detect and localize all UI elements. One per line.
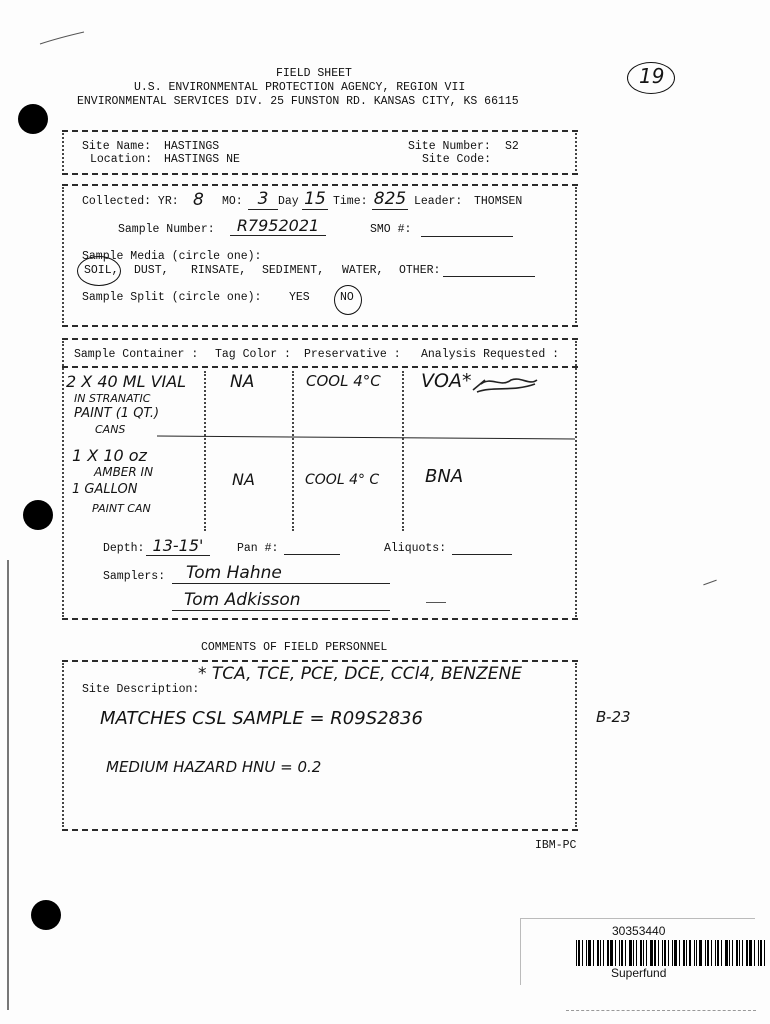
media-option-water: WATER, <box>342 264 384 277</box>
collection-box-right <box>575 187 577 323</box>
barcode-bar <box>674 940 677 966</box>
smo-label: SMO #: <box>370 223 412 236</box>
barcode-bar <box>672 940 673 966</box>
barcode-bar <box>578 940 580 966</box>
barcode-bar <box>576 940 577 966</box>
right-edge-mark <box>703 580 716 586</box>
barcode-bar <box>636 940 637 966</box>
barcode-bar <box>742 940 743 966</box>
barcode-bar <box>715 940 716 966</box>
row2-tag-color: NA <box>232 470 255 489</box>
depth-label: Depth: <box>103 542 145 555</box>
barcode-bar <box>625 940 626 966</box>
barcode-bar <box>629 940 632 966</box>
header-analysis: Analysis Requested : <box>421 348 560 361</box>
barcode-bar <box>683 940 685 966</box>
agency-line: U.S. ENVIRONMENTAL PROTECTION AGENCY, REGION VII <box>134 81 466 94</box>
barcode-bar <box>739 940 740 966</box>
header-container: Sample Container : <box>74 348 199 361</box>
comments-line2-side: B-23 <box>596 708 631 726</box>
row1-preservative: COOL 4°C <box>306 372 381 390</box>
split-label: Sample Split (circle one): <box>82 291 262 304</box>
site-box-left <box>62 133 64 171</box>
page-number: 19 <box>639 64 665 88</box>
day-value: 15 <box>302 189 328 210</box>
collection-box-bottom <box>62 325 578 327</box>
header-preservative: Preservative : <box>304 348 401 361</box>
table-left <box>62 341 64 617</box>
day-label: Day <box>278 195 299 208</box>
row1-tag-color: NA <box>230 372 255 392</box>
month-value: 3 <box>248 189 278 210</box>
time-value: 825 <box>373 189 407 209</box>
row2-container-line1: 1 X 10 oz <box>72 446 147 465</box>
barcode-bars <box>576 940 768 966</box>
table-top <box>62 338 578 340</box>
pan-label: Pan #: <box>237 542 279 555</box>
site-code-label: Site Code: <box>422 153 492 166</box>
row1-container-line2: IN STRANATIC <box>74 392 151 405</box>
barcode-bar <box>588 940 591 966</box>
row1-container-line3: PAINT (1 QT.) <box>74 406 160 421</box>
header-tag-color: Tag Color : <box>215 348 291 361</box>
stray-pen-mark <box>38 28 88 48</box>
collected-year: 8 <box>193 190 204 210</box>
leader-label: Leader: <box>414 195 463 208</box>
barcode-bar <box>749 940 752 966</box>
row1-analysis: VOA* <box>421 370 472 392</box>
site-name-value: HASTINGS <box>164 140 220 153</box>
row2-container-line4: PAINT CAN <box>92 502 151 515</box>
barcode-bar <box>619 940 620 966</box>
row2-container-line2: AMBER IN <box>94 465 154 479</box>
barcode-bar <box>662 940 663 966</box>
barcode-bar <box>689 940 691 966</box>
aliquots-label: Aliquots: <box>384 542 447 555</box>
location-value: HASTINGS NE <box>164 153 240 166</box>
barcode-bar <box>746 940 748 966</box>
left-edge-line <box>7 560 9 1010</box>
barcode-bar <box>732 940 733 966</box>
samplers-label: Samplers: <box>103 570 166 583</box>
row1-scribble <box>471 374 541 396</box>
table-header-bottom <box>62 366 578 368</box>
site-name-label: Site Name: <box>82 140 152 153</box>
media-option-other: OTHER: <box>399 264 441 277</box>
ibm-pc-label: IBM-PC <box>535 839 577 852</box>
comments-box-right <box>575 663 577 827</box>
sample-number-value: R7952021 <box>230 216 326 236</box>
stamp-bottom-line <box>566 1010 756 1011</box>
barcode-bar <box>707 940 709 966</box>
barcode-bar <box>658 940 659 966</box>
barcode-bar <box>694 940 695 966</box>
comments-box-left <box>62 663 64 827</box>
row1-container-line4: CANS <box>95 423 126 436</box>
division-line: ENVIRONMENTAL SERVICES DIV. 25 FUNSTON RD. KANSAS CITY, KS 66115 <box>77 95 519 108</box>
media-label: Sample Media (circle one): <box>82 250 262 263</box>
time-label: Time: <box>333 195 368 208</box>
barcode-bar <box>679 940 680 966</box>
leader-value: THOMSEN <box>474 195 523 208</box>
media-option-dust: DUST, <box>134 264 169 277</box>
comments-line2: MATCHES CSL SAMPLE = R09S2836 <box>100 708 423 729</box>
comments-line3: MEDIUM HAZARD HNU = 0.2 <box>106 758 322 776</box>
sampler-1: Tom Hahne <box>172 563 390 584</box>
media-soil-circle <box>77 256 121 286</box>
site-box-right <box>575 133 577 171</box>
site-box-bottom <box>62 173 578 175</box>
collection-box-left <box>62 187 64 323</box>
barcode-bar <box>633 940 634 966</box>
split-no: NO <box>340 291 354 304</box>
barcode-bar <box>643 940 644 966</box>
barcode-bar <box>760 940 762 966</box>
barcode-bar <box>586 940 587 966</box>
barcode-bar <box>717 940 719 966</box>
sampler-2: Tom Adkisson <box>172 590 390 611</box>
barcode-bar <box>705 940 706 966</box>
barcode-bar <box>621 940 623 966</box>
form-title: FIELD SHEET <box>276 67 352 80</box>
media-option-soil: SOIL, <box>84 264 119 277</box>
month-label: MO: <box>222 195 243 208</box>
barcode-bar <box>699 940 702 966</box>
media-other-line <box>443 264 535 277</box>
barcode-bar <box>593 940 594 966</box>
barcode-bar <box>686 940 687 966</box>
col-divider-2 <box>292 371 294 531</box>
punch-hole-middle <box>23 500 53 530</box>
barcode-bar <box>607 940 609 966</box>
barcode-bar <box>646 940 647 966</box>
barcode-bar <box>654 940 656 966</box>
barcode-bar <box>758 940 759 966</box>
punch-hole-bottom <box>31 900 61 930</box>
row-separator <box>157 436 575 440</box>
depth-value: 13-15' <box>146 536 210 556</box>
table-bottom <box>62 618 578 620</box>
collection-box-top <box>62 184 578 186</box>
row1-container-line1: 2 X 40 ML VIAL <box>66 372 187 391</box>
barcode-bar <box>582 940 583 966</box>
barcode-bar <box>721 940 722 966</box>
barcode-bar <box>711 940 712 966</box>
aliquots-value <box>452 542 512 555</box>
barcode-number: 30353440 <box>612 924 666 938</box>
sample-number-label: Sample Number: <box>118 223 215 236</box>
barcode-bar <box>696 940 697 966</box>
dash-mark <box>426 602 446 603</box>
barcode-bar <box>668 940 669 966</box>
barcode-bar <box>729 940 730 966</box>
col-divider-3 <box>402 371 404 531</box>
table-right <box>575 341 577 617</box>
split-yes: YES <box>289 291 310 304</box>
row2-analysis: BNA <box>425 466 464 487</box>
comments-box-bottom <box>62 829 578 831</box>
barcode-bar <box>597 940 599 966</box>
comments-box-top <box>62 660 578 662</box>
media-option-rinsate: RINSATE, <box>191 264 247 277</box>
barcode-bar <box>736 940 738 966</box>
smo-value <box>421 222 513 237</box>
barcode-bar <box>615 940 616 966</box>
barcode-bar <box>754 940 755 966</box>
barcode-bar <box>664 940 666 966</box>
row2-preservative: COOL 4° C <box>305 472 380 488</box>
barcode-bar <box>640 940 642 966</box>
split-no-circle <box>334 285 362 315</box>
punch-hole-top <box>18 104 48 134</box>
collected-label: Collected: YR: <box>82 195 186 208</box>
col-divider-1 <box>204 371 206 531</box>
site-description-label: Site Description: <box>82 683 200 696</box>
location-label: Location: <box>90 153 153 166</box>
site-box-top <box>62 130 578 132</box>
barcode-bar <box>603 940 604 966</box>
comments-title: COMMENTS OF FIELD PERSONNEL <box>201 641 388 654</box>
barcode-bar <box>725 940 728 966</box>
barcode-bar <box>650 940 653 966</box>
site-number-label: Site Number: <box>408 140 491 153</box>
superfund-label: Superfund <box>611 966 667 980</box>
barcode-bar <box>610 940 613 966</box>
barcode-bar <box>600 940 601 966</box>
barcode-bar <box>764 940 765 966</box>
row2-container-line3: 1 GALLON <box>72 482 138 497</box>
media-option-sediment: SEDIMENT, <box>262 264 325 277</box>
comments-line1: * TCA, TCE, PCE, DCE, CCl4, BENZENE <box>198 664 522 684</box>
site-number-value: S2 <box>505 140 519 153</box>
pan-value <box>284 542 340 555</box>
